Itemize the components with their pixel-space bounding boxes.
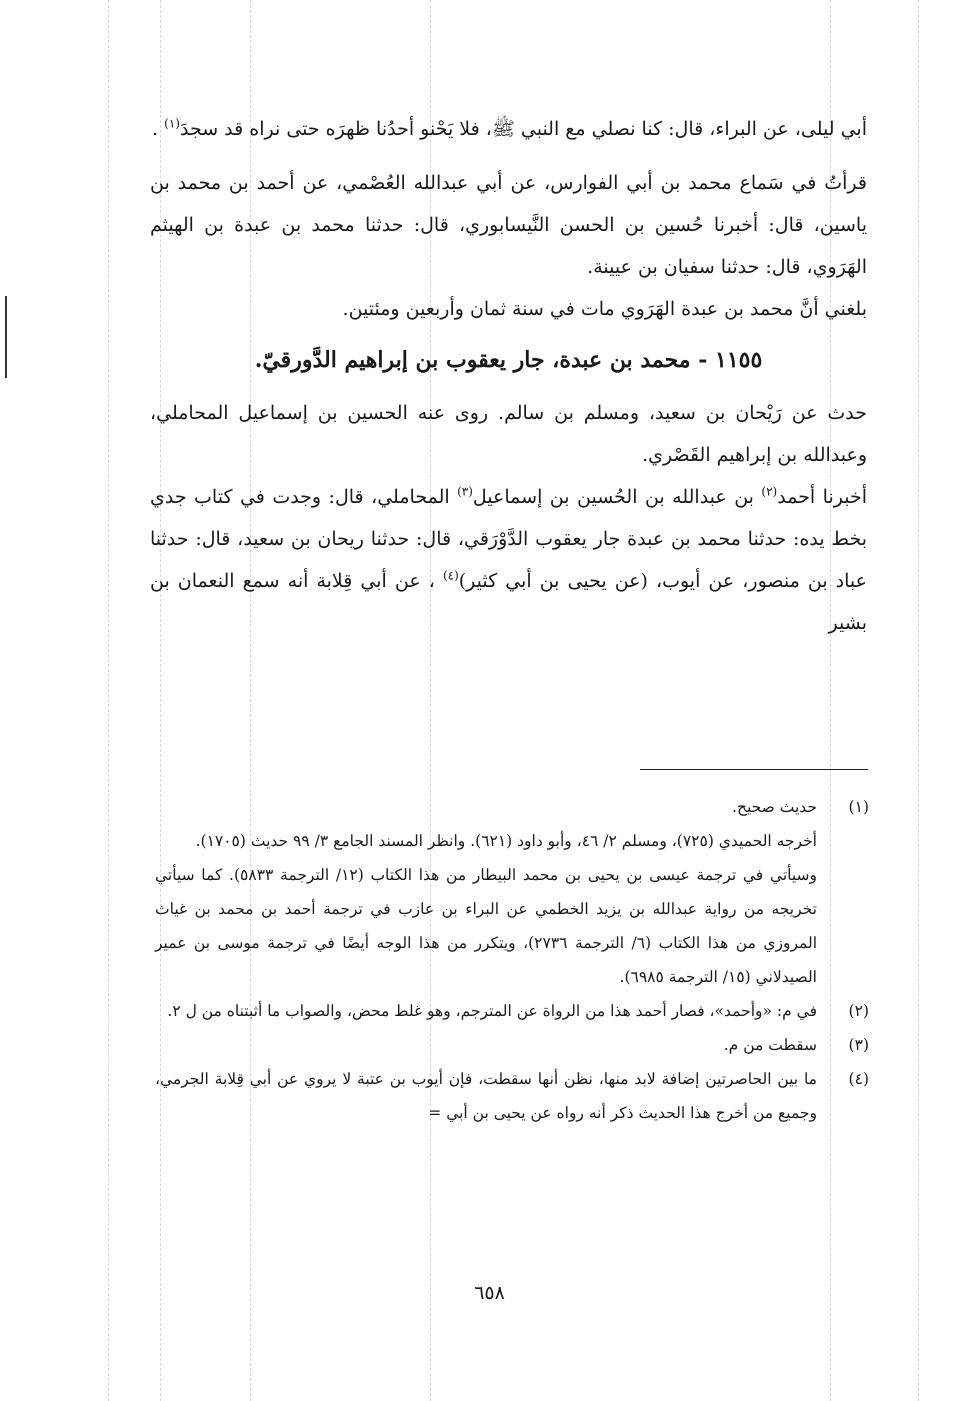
footnote-line: ما بين الحاصرتين إضافة لابد منها، نظن أنها سقطت، فإن أيوب بن عتبة لا يروي عن أبي قِلابة الجرمي، وجميع من أخرج هذا الحديث ذكر أنه رواه عن يحيى بن أبي = xyxy=(155,1070,817,1122)
footnote-line: سقطت من م. xyxy=(723,1036,817,1054)
footnote-ref-4[interactable]: (٤) xyxy=(442,568,459,583)
paragraph-end: . xyxy=(152,118,165,140)
footnote-2 xyxy=(155,994,869,1028)
footnote-line: في م: «وأحمد»، فصار أحمد هذا من الرواة عن المترجم، وهو غلط محض، والصواب ما أثبتناه من ل ٢. xyxy=(167,1002,817,1020)
footnote-1 xyxy=(155,790,869,994)
entry-heading: ١١٥٥ - محمد بن عبدة، جار يعقوب بن إبراهيم الدَّورقيّ. xyxy=(254,347,763,373)
paragraph-text: أبي ليلى، عن البراء، قال: كنا نصلي مع النبي ﷺ، فلا يَحْنو أحدُنا ظهرَه حتى نراه قد سجدَ xyxy=(179,118,867,140)
paragraph-death-date: بلغني أنَّ محمد بن عبدة الهَرَوي مات في سنة ثمان وأربعين ومئتين. xyxy=(342,298,867,320)
paragraph-sama: قرأتُ في سَماع محمد بن أبي الفوارس، عن أبي عبدالله العُصْمي، عن أحمد بن محمد بن ياسين، قال: أخبرنا حُسين بن الحسن النَّيسابوري، قال: حدثنا محمد بن عبدة بن الهيثم الهَرَوي، قال: حدثنا سفيان بن عيينة. xyxy=(150,172,867,278)
footnote-number: (١) xyxy=(848,798,869,816)
footnote-line: حديث صحيح. xyxy=(732,798,817,816)
isnad-text: بن عبدالله بن الحُسين بن إسماعيل xyxy=(472,486,762,508)
footnote-number: (٢) xyxy=(848,1002,869,1020)
footnote-number: (٣) xyxy=(848,1036,869,1054)
scan-guide-line xyxy=(108,0,109,1401)
isnad-text: ، عن أبي قِلابة أنه سمع النعمان بن بشير xyxy=(150,570,867,634)
footnote-number: (٤) xyxy=(848,1070,869,1088)
footnote-ref-2[interactable]: (٢) xyxy=(761,484,778,499)
paragraph-isnad xyxy=(150,476,867,644)
footnotes xyxy=(155,790,869,1130)
footnote-ref-1[interactable]: (١) xyxy=(164,116,180,131)
scan-margin-mark xyxy=(5,296,7,378)
footnote-ref-3[interactable]: (٣) xyxy=(457,484,473,499)
isnad-text: المحاملي، قال: وجدت في كتاب جدي بخط يده: حدثنا محمد بن عبدة جار يعقوب الدَّوْرَقي، قال: حدثنا ريحان بن سعيد، قال: حدثنا عباد بن منصور، عن أيوب، (عن يحيى بن أبي كثير) xyxy=(150,486,867,592)
scan-guide-line xyxy=(918,0,919,1401)
paragraph-narrators: حدث عن رَيْحان بن سعيد، ومسلم بن سالم. روى عنه الحسين بن إسماعيل المحاملي، وعبدالله بن إبراهيم القَصْري. xyxy=(150,402,867,466)
isnad-text: أخبرنا أحمد xyxy=(777,486,867,508)
footnote-4 xyxy=(155,1062,869,1130)
main-text xyxy=(150,108,867,644)
footnote-line: وسيأتي في ترجمة عيسى بن يحيى بن محمد البيطار من هذا الكتاب (١٢/ الترجمة ٥٨٣٣). كما سيأتي تخريجه من رواية عبدالله بن يزيد الخطمي عن البراء بن عازب في ترجمة أحمد بن محمد بن غياث المروزي من هذا الكتاب (٦/ الترجمة ٢٧٣٦)، ويتكرر من هذا الوجه أيضًا في ترجمة موسى بن عمير الصيدلاني (١٥/ الترجمة ٦٩٨٥). xyxy=(155,866,818,986)
page-number: ٦٥٨ xyxy=(474,1282,505,1304)
footnote-separator xyxy=(640,769,868,770)
paragraph-continuation xyxy=(150,108,867,150)
footnote-line: أخرجه الحميدي (٧٢٥)، ومسلم ٢/ ٤٦، وأبو داود (٦٢١). وانظر المسند الجامع ٣/ ٩٩ حديث (١٧٠٥). xyxy=(195,832,817,850)
footnote-3 xyxy=(155,1028,869,1062)
